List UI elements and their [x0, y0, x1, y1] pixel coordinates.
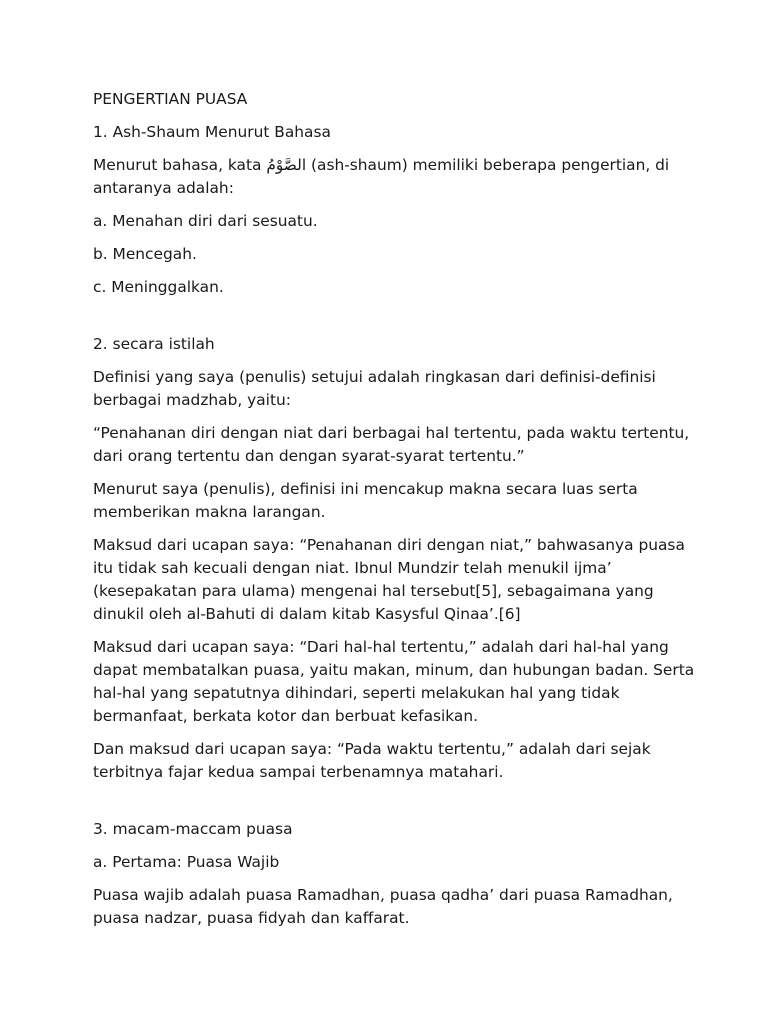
list-item: c. Meninggalkan.	[93, 278, 224, 296]
intro-text-before: Menurut bahasa, kata	[93, 156, 267, 174]
paragraph: “Penahanan diri dengan niat dari berbagai hal tertentu, pada waktu tertentu, dari orang tertentu dan dengan syarat-syarat tertentu.”	[93, 424, 690, 465]
paragraph: Puasa wajib adalah puasa Ramadhan, puasa qadha’ dari puasa Ramadhan, puasa nadzar, puasa fidyah dan kaffarat.	[93, 886, 673, 927]
section1-heading: 1. Ash-Shaum Menurut Bahasa	[93, 123, 331, 141]
arabic-word: الصَّوْمُ	[266, 156, 307, 174]
paragraph: Maksud dari ucapan saya: “Penahanan diri dengan niat,” bahwasanya puasa itu tidak sah kecuali dengan niat. Ibnul Mundzir telah menukil ijma’ (kesepakatan para ulama) mengenai hal tersebut[5], sebagaimana yang dinukil oleh al-Bahuti di dalam kitab Kasysful Qinaa’.[6]	[93, 536, 685, 623]
list-item: a. Menahan diri dari sesuatu.	[93, 212, 318, 230]
paragraph: Definisi yang saya (penulis) setujui adalah ringkasan dari definisi-definisi berbagai madzhab, yaitu:	[93, 368, 656, 409]
section1-intro	[93, 154, 698, 200]
intro-text-after: (ash-shaum) memiliki beberapa pengertian, di antaranya adalah:	[93, 156, 670, 197]
paragraph: Menurut saya (penulis), definisi ini mencakup makna secara luas serta memberikan makna larangan.	[93, 480, 638, 521]
section2-heading: 2. secara istilah	[93, 335, 215, 353]
section3-subheading: a. Pertama: Puasa Wajib	[93, 853, 280, 871]
list-item: b. Mencegah.	[93, 245, 197, 263]
section3-heading: 3. macam-maccam puasa	[93, 820, 293, 838]
document-title: PENGERTIAN PUASA	[93, 90, 248, 108]
paragraph: Dan maksud dari ucapan saya: “Pada waktu tertentu,” adalah dari sejak terbitnya fajar kedua sampai terbenamnya matahari.	[93, 740, 651, 781]
paragraph: Maksud dari ucapan saya: “Dari hal-hal tertentu,” adalah dari hal-hal yang dapat membatalkan puasa, yaitu makan, minum, dan hubungan badan. Serta hal-hal yang sepatutnya dihindari, seperti melakukan hal yang tidak bermanfaat, berkata kotor dan berbuat kefasikan.	[93, 638, 695, 725]
